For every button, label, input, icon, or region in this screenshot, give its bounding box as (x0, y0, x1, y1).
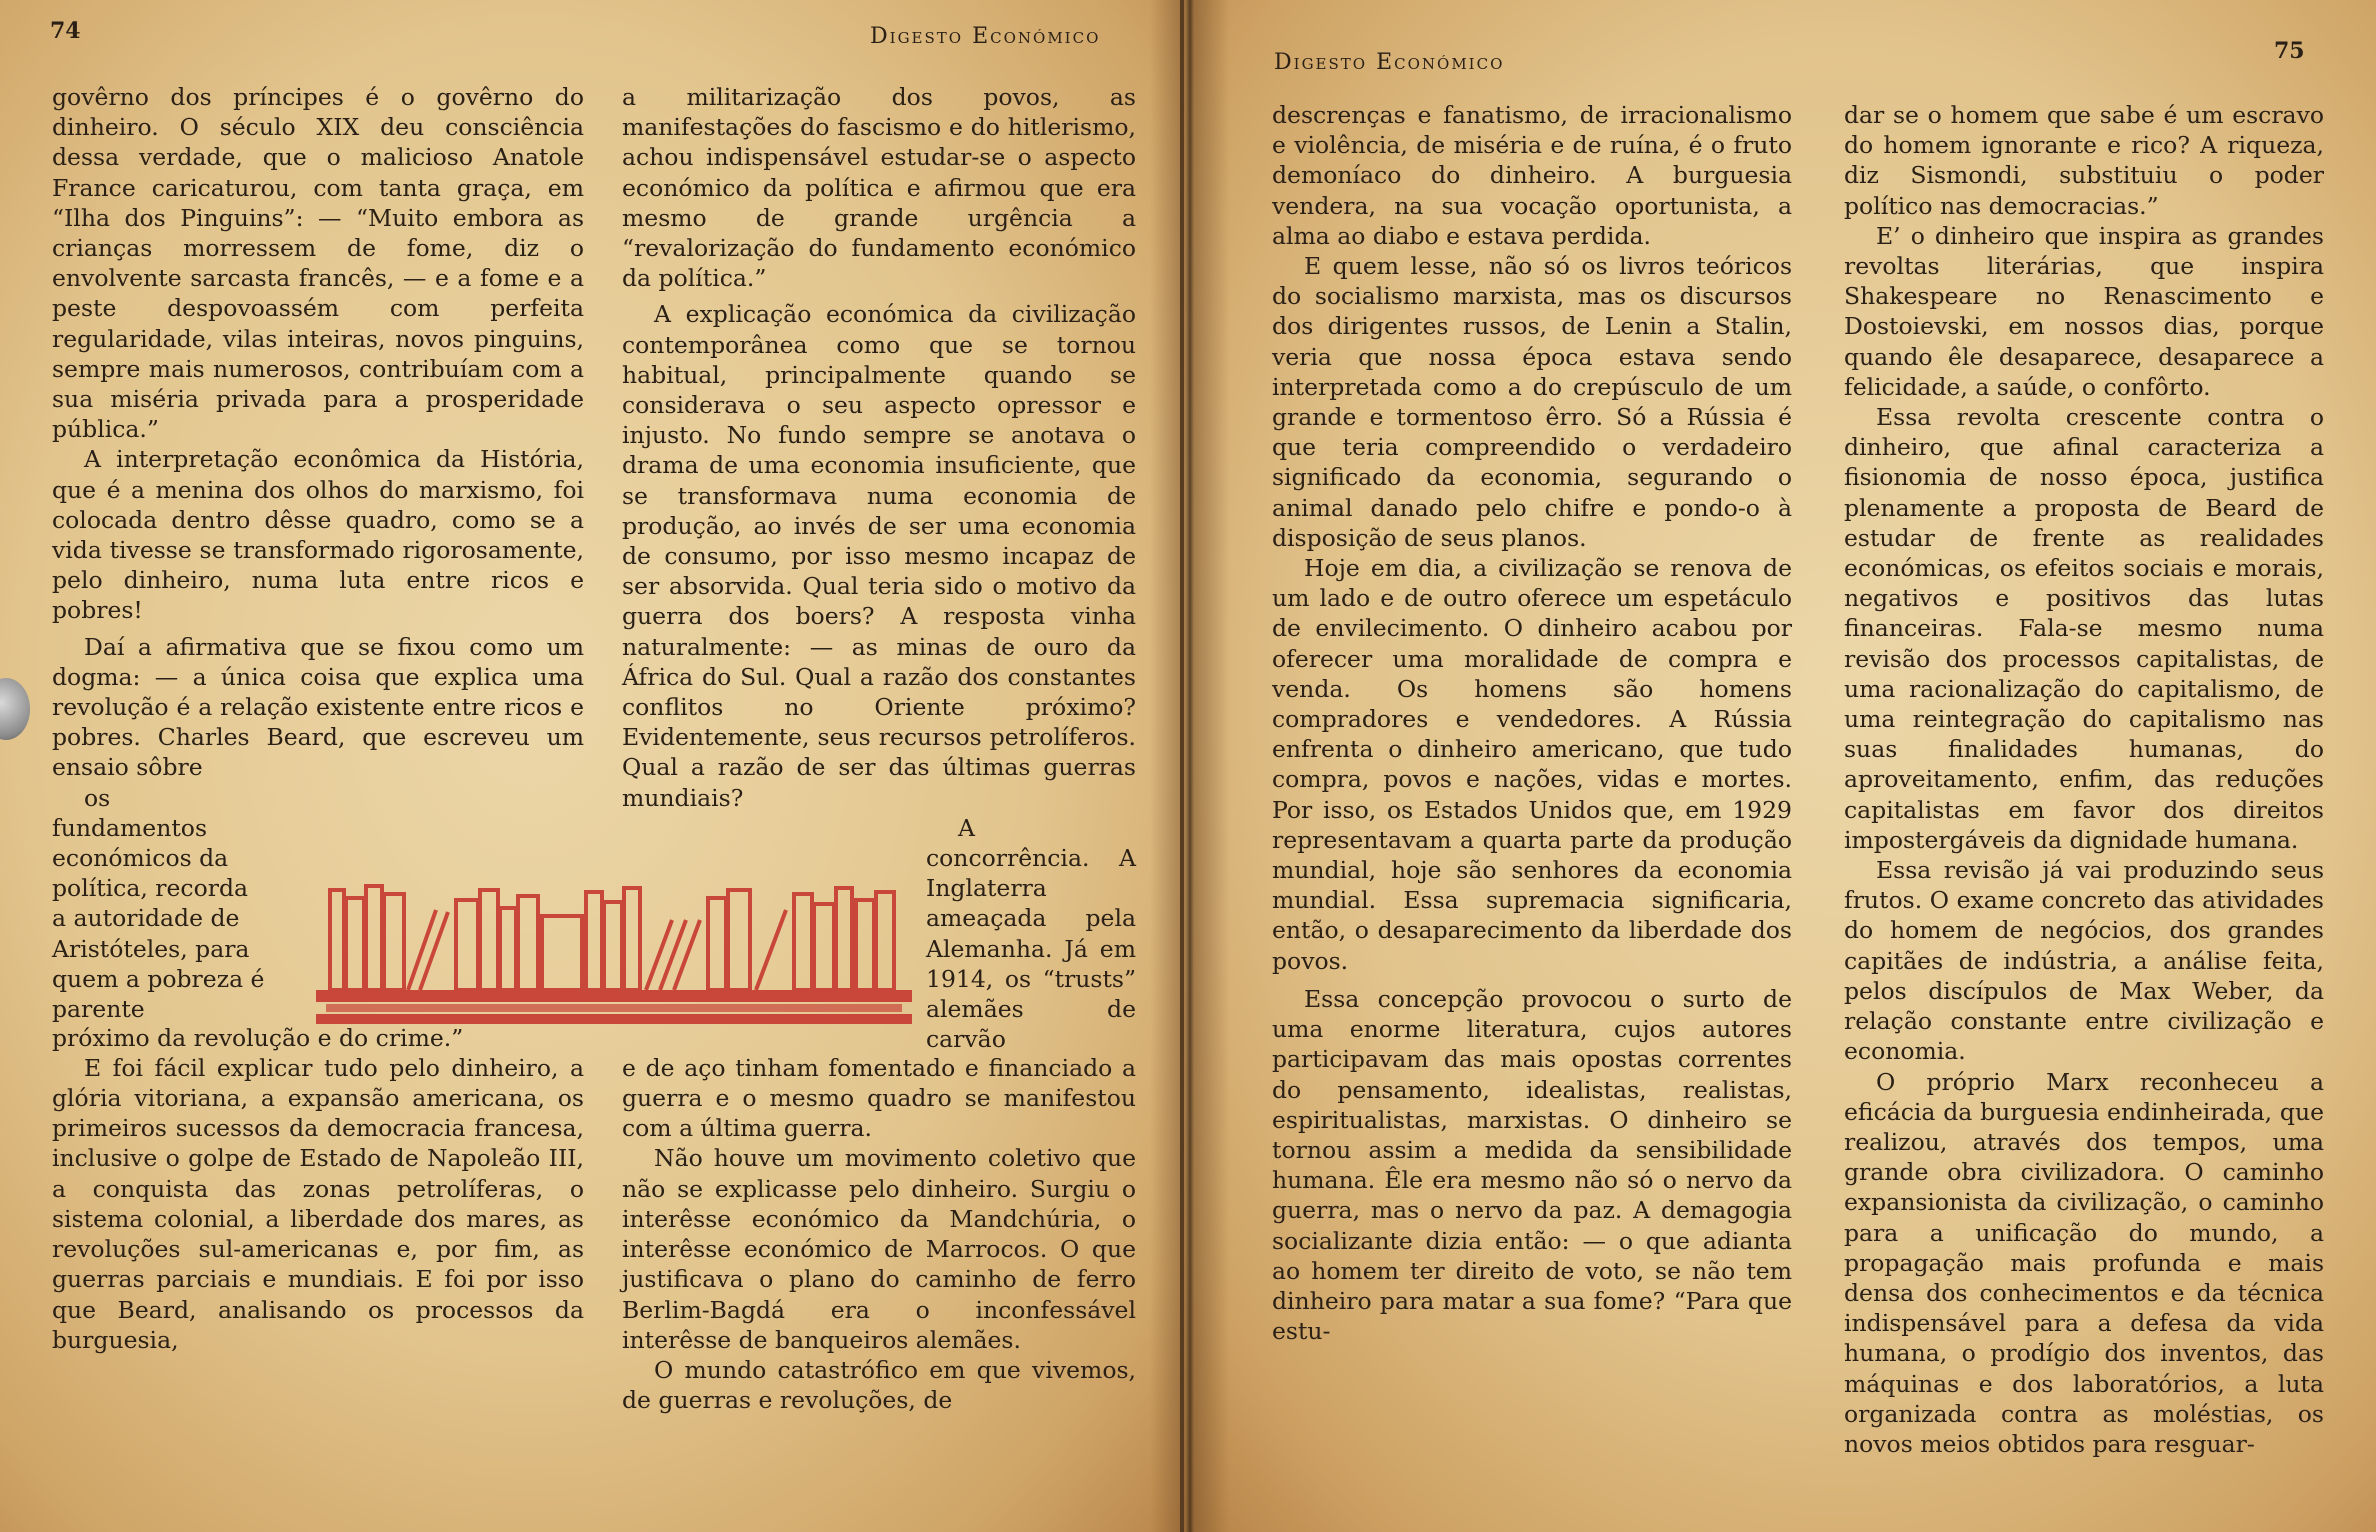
paragraph: Hoje em dia, a civilização se renova de um lado e de outro oferece um espetáculo de envilecimento. O dinheiro acabou por oferecer uma moralidade de compra e venda. Os homens são homens compradores e vendedores. A Rússia enfrenta o dinheiro americano, que tudo compra, povos e nações, vidas e mortes. Por isso, os Estados Unidos que, em 1929 representavam a quarta parte da produção mundial, hoje são senhores da economia mundial. Essa supremacia significaria, então, o desaparecimento da liberdade dos povos. (1272, 554, 1792, 975)
paragraph: Essa revisão já vai produzindo seus frutos. O exame concreto das atividades do homem de negócios, dos grandes capitães de indústria, a análise feita, pelos discípulos de Max Weber, da relação constante entre civilização e economia. (1844, 856, 2324, 1066)
running-head: Digesto Económico (870, 24, 1101, 49)
running-head: Digesto Económico (1274, 50, 1505, 75)
paragraph: Essa revolta crescente contra o dinheiro, que afinal caracteriza a fisionomia de nosso época, justifica plenamente a proposta de Beard de estudar de frente as realidades económicas, os efeitos sociais e morais, negativos e positivos das lutas financeiras. Fala-se mesmo numa revisão dos processos capitalistas, de uma racionalização do capitalismo, de uma reintegração do capitalismo nas suas finalidades humanas, do aproveitamento, enfim, das reduções capitalistas em favor dos direitos impostergáveis da dignidade humana. (1844, 403, 2324, 854)
paragraph: O próprio Marx reconheceu a eficácia da burguesia endinheirada, que realizou, através dos tempos, uma grande obra civilizadora. O caminho expansionista da civilização, o caminho para a unificação do mundo, a propagação mais profunda e mais densa dos conhecimentos e da técnica indispensável para a defesa da vida humana, o prodígio dos inventos, das máquinas e dos laboratórios, a luta organizada contra as moléstias, os novos meios obtidos para resguar- (1844, 1067, 2324, 1458)
paragraph: govêrno dos príncipes é o govêrno do dinheiro. O século XIX deu consciência dessa verdade, que o malicioso Anatole France caricaturou, com tanta graça, em “Ilha dos Pinguins”: — “Muito embora as crianças morressem de fome, diz o envolvente sarcasta francês, — e a fome e a peste despovoassém com perfeita regularidade, vilas inteiras, novos pinguins, sempre mais numerosos, contribuíam com a sua miséria privada para a prosperidade pública.” (52, 83, 584, 444)
paragraph: próximo da revolução e do crime.” (52, 1023, 464, 1052)
book-gutter (1150, 0, 1230, 1532)
text-column-2 (1844, 100, 2324, 1459)
paragraph: A explicação económica da civilização contemporânea como que se tornou habitual, principalmente quando se considerava o seu aspecto opressor e injusto. No fundo sempre se anotava o drama de uma economia insuficiente, que se transformava numa economia de produção, ao invés de ser uma economia de consumo, por isso mesmo incapaz de ser absorvida. Qual teria sido o motivo da guerra dos boers? A resposta vinha naturalmente: — as minas de ouro da África do Sul. Qual a razão dos constantes conflitos no Oriente próximo? Evidentemente, seus recursos petrolíferos. Qual a razão de ser das últimas guerras mundiais? (622, 300, 1136, 812)
text-column-1 (52, 82, 584, 1355)
page-number: 74 (50, 18, 81, 44)
page-number: 75 (2274, 38, 2305, 64)
thumb-tab (0, 678, 30, 740)
paragraph: E foi fácil explicar tudo pelo dinheiro, a glória vitoriana, a expansão americana, os primeiros sucessos da democracia francesa, inclusive o golpe de Estado de Napoleão III, a conquista das zonas petrolíferas, o sistema colonial, a liberdade dos mares, as revoluções sul-americanas e, por fim, as guerras parciais e mundiais. E foi por isso que Beard, analisando os processos da burguesia, (52, 1053, 584, 1354)
right-page (1184, 0, 2376, 1532)
paragraph: E quem lesse, não só os livros teóricos do socialismo marxista, mas os discursos dos dirigentes russos, de Lenin a Stalin, veria que nossa época estava sendo interpretada como a do crepúsculo de um grande e tormentoso êrro. Só a Rússia é que teria compreendido o verdadeiro significado da economia, segurando o animal danado pelo chifre e pondo-o à disposição de seus planos. (1272, 252, 1792, 552)
paragraph: Não houve um movimento coletivo que não se explicasse pelo dinheiro. Surgiu o interêsse económico da Mandchúria, o interêsse económico de Marrocos. O que justificava o plano do caminho de ferro Berlim-Bagdá era o inconfessável interêsse de banqueiros alemães. (622, 1144, 1136, 1354)
paragraph: descrenças e fanatismo, de irracionalismo e violência, de miséria e de ruína, é o fruto demoníaco do dinheiro. A burguesia vendera, na sua vocação oportunista, a alma ao diabo e estava perdida. (1272, 101, 1792, 250)
paragraph: Daí a afirmativa que se fixou como um dogma: — a única coisa que explica uma revolução é a relação existente entre ricos e pobres. Charles Beard, que escreveu um ensaio sôbre (52, 632, 584, 782)
left-page (0, 0, 1180, 1532)
paragraph: Essa concepção provocou o surto de uma enorme literatura, cujos autores participavam das mais opostas correntes do pensamento, idealistas, realistas, espiritualistas, marxistas. O dinheiro se tornou assim a medida da sensibilidade humana. Êle era mesmo não só o nervo da guerra, mas o nervo da paz. A demagogia socializante dizia então: — o que adianta ao homem ter direito de voto, se não tem dinheiro para matar a sua fome? “Para que estu- (1272, 984, 1792, 1346)
paragraph: dar se o homem que sabe é um escravo do homem ignorante e rico? A riqueza, diz Sismondi, substituiu o poder político nas democracias.” (1844, 101, 2324, 220)
text-column-2 (622, 82, 1136, 1415)
paragraph: A interpretação econômica da História, que é a menina dos olhos do marxismo, foi colocada dentro dêsse quadro, como se a vida tivesse se transformado rigorosamente, pelo dinheiro, numa luta entre ricos e pobres! (52, 445, 584, 625)
paragraph: E’ o dinheiro que inspira as grandes revoltas literárias, que inspira Shakespeare no Renascimento e Dostoievski, em nossos dias, porque quando êle desaparece, desaparece a felicidade, a saúde, o confôrto. (1844, 221, 2324, 401)
text-column-1 (1272, 100, 1792, 1346)
paragraph-wrap: A concorrência. A Inglaterra ameaçada pela Alemanha. Já em 1914, os “trusts” alemães de carvão (926, 813, 1136, 1054)
paragraph: a militarização dos povos, as manifestações do fascismo e do hitlerismo, achou indispensável estudar-se o aspecto económico da política e afirmou que era mesmo de grande urgência a “revalorização do fundamento económico da política.” (622, 83, 1136, 293)
paragraph: e de aço tinham fomentado e financiado a guerra e o mesmo quadro se manifestou com a última guerra. (622, 1053, 1136, 1143)
paragraph: O mundo catastrófico em que vivemos, de guerras e revoluções, de (622, 1355, 1136, 1415)
bookshelf-ornament (316, 880, 912, 1030)
paragraph-wrap: os fundamentos económicos da política, recorda a autoridade de Aristóteles, para quem a pobreza é parente (52, 783, 265, 1024)
